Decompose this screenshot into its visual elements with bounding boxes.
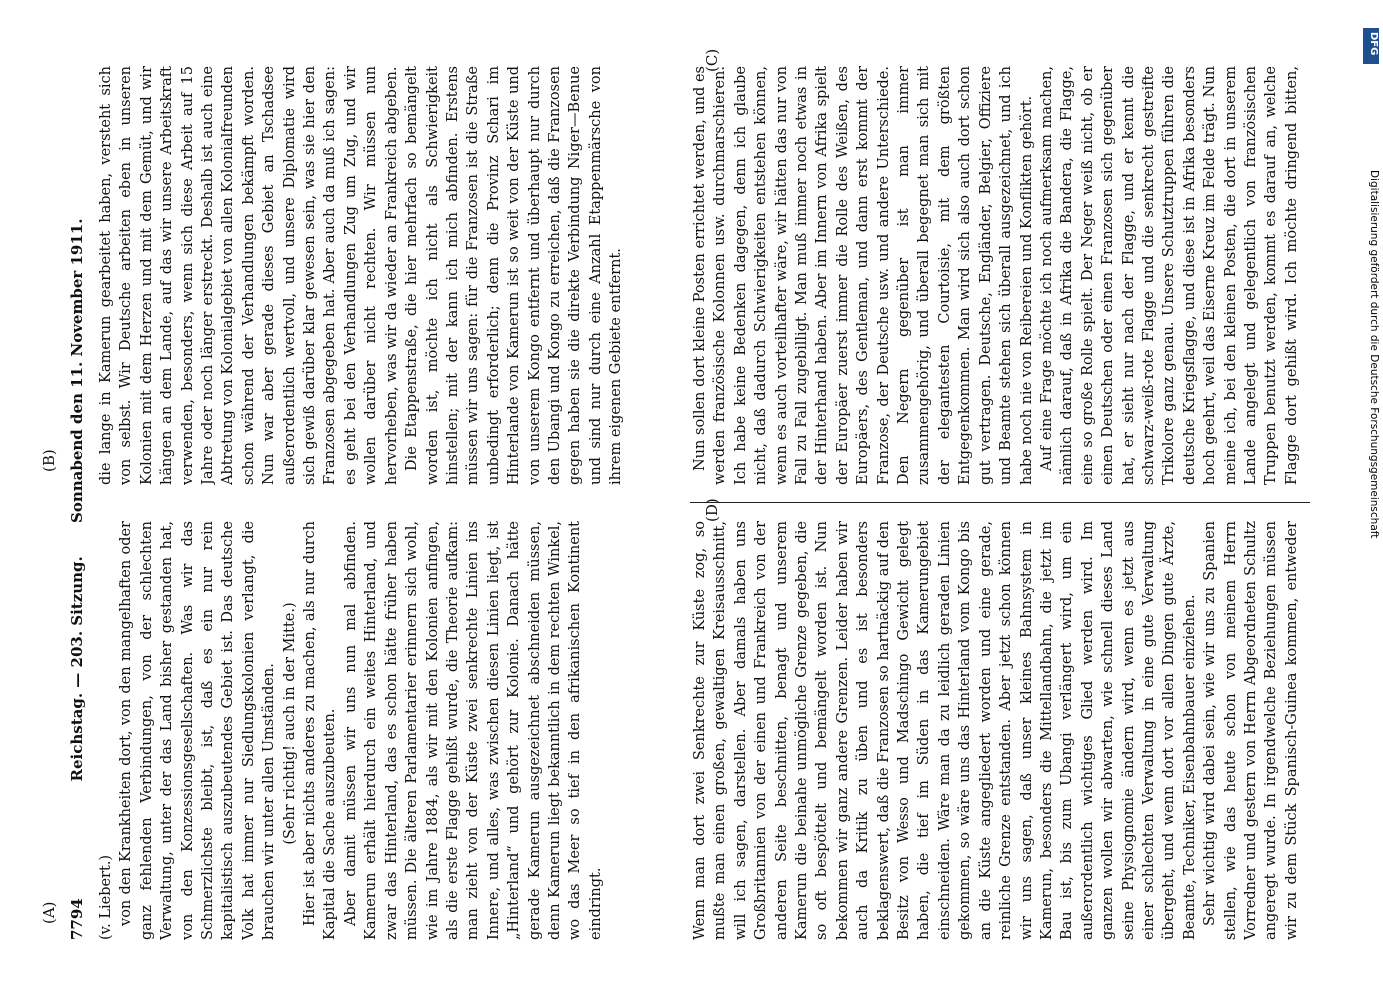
column-right-bottom: [690, 66, 1300, 485]
interjection: (Sehr richtig! auch in der Mitte.): [281, 602, 298, 845]
column-left-top: [96, 521, 681, 940]
paragraph: Nun sollen dort kleine Posten errichtet werden, und es werden französische Kolonnen usw. durchmarschieren. Ich habe keine Bedenken dagegen, denn ich glaube nicht, daß dadurch Schwierigkeiten entstehen können, wenn es auch vorteilhafter wäre, wir hätten das nur von Fall zu Fall zugebilligt. Man muß immer noch etwas in der Hinterhand haben. Aber im Innern von Afrika spielt der Europäer zuerst immer die Rolle des Weißen, des Europäers, des Gentleman, und dann erst kommt der Franzose, der Deutsche usw. und andere Unterschiede. Den Negern gegenüber ist man immer zusammengehörig, und überall begegnet man sich mit der elegantesten Courtoisie, mit dem größten Entgegenkommen. Man wird sich also auch dort schon gut vertragen. Deutsche, Engländer, Belgier, Offiziere und Beamte stehen sich überall ausgezeichnet, und ich habe noch nie von Reibereien und Konflikten gehört.: [692, 66, 1035, 485]
paragraph: Wenn man dort zwei Senkrechte zur Küste zog, so mußte man einen großen, gewaltigen Kreisausschnitt, will ich sagen, darstellen. Aber damals haben uns Großbritannien von der einen und Frankreich von der anderen Seite beschnitten, benagt und unserem Kamerun die beinahe unmögliche Grenze gegeben, die so oft bespöttelt und bemängelt worden ist. Nun bekommen wir ganz andere Grenzen. Leider haben wir auch da Kritik zu üben und es ist besonders beklagenswert, daß die Franzosen so hartnäckig auf den Besitz von Wesso und Madschingo Gewicht gelegt haben, die tief im Süden in das Kamerungebiet einschneiden. Wäre man da zu leidlich geraden Linien gekommen, so wäre uns das Hinterland vom Kongo bis an die Küste angegliedert worden und eine gerade, reinliche Grenze entstanden. Aber jetzt schon können wir uns sagen, daß unser kleines Bahnsystem in Kamerun, besonders die Mittellandbahn, die jetzt im Bau ist, bis zum Ubangi verlängert wird, um ein außerordentlich wichtiges Glied werden wird. Im ganzen wollen wir abwarten, wie schnell dieses Land seine Physiognomie ändern wird, wenn es jetzt aus einer schlechten Verwaltung in eine gute Verwaltung übergeht, und wenn dort vor allen Dingen gute Ärzte, Beamte, Techniker, Eisenbahnbauer einziehen.: [692, 521, 1198, 940]
header-session: Reichstag. — 203. Sitzung.: [68, 556, 86, 782]
margin-marker-d: (D): [703, 498, 721, 522]
running-header: [60, 60, 94, 940]
paragraph: die lange in Kamerun gearbeitet haben, versteht sich von selbst. Wir Deutsche arbeiten eben in unseren Kolonien mit dem Herzen und mit dem Gemüt, und wir hängen an dem Lande, auf das wir unsere Arbeitskraft verwenden, besonders, wenn sich diese Arbeit auf 15 Jahre oder noch länger erstreckt. Deshalb ist auch eine Abtretung von Kolonialgebiet von allen Kolonialfreunden schon während der Verhandlungen bekämpft worden. Nun war aber gerade dieses Gebiet an Tschadsee außerordentlich wertvoll, und unsere Diplomatie wird sich gewiß darüber klar gewesen sein, was sie hier den Franzosen abgegeben hat. Aber auch da muß ich sagen: es geht bei den Verhandlungen Zug um Zug, und wir wollen darüber nicht rechten. Wir müssen nun hervorheben, was wir da wieder an Frankreich abgeben.: [98, 66, 400, 485]
rotated-page-content: [60, 60, 1320, 940]
margin-marker-b: (B): [40, 449, 58, 472]
paragraph: Sehr wichtig wird dabei sein, wie wir uns zu Spanien stellen, wie das heute schon von meinem Herrn Vorredner und gestern von Herrn Abgeordneten Schultz angeregt wurde. In irgendwelche Beziehungen müssen wir zu dem Stück Spanisch-Guinea kommen, entweder: [1202, 521, 1300, 940]
paragraph: Hier ist aber nichts anderes zu machen, als nur durch Kapital die Sache auszubeuten.: [302, 521, 339, 940]
header-date: Sonnabend den 11. November 1911.: [68, 218, 86, 523]
header-title: [68, 60, 86, 940]
paragraph: Die Etappenstraße, die hier mehrfach so bemängelt worden ist, möchte ich nicht als Schwierigkeit hinstellen; mit der kann ich mich abfinden. Erstens müssen wir uns sagen: für die Franzosen ist die Straße unbedingt erforderlich; denn die Provinz Schari im Hinterlande von Kamerun ist so weit von der Küste und von unserem Kongo entfernt und überhaupt nur durch den Ubangi und Kongo zu erreichen, daß die Franzosen gegen haben sie die direkte Verbindung Niger—Benue und sind nur durch eine Anzahl Etappenmärsche von ihrem eigenen Gebiete entfernt.: [404, 66, 625, 485]
paragraph: von den Krankheiten dort, von den mangelhaften oder ganz fehlenden Verbindungen, von der schlechten Verwaltung, unter der das Land bisher gestanden hat, von den Konzessionsgesellschaften. Was wir das Schmerzlichste bleibt, ist, daß es ein nur rein kapitalistisch auszubeutendes Gebiet ist. Das deutsche Volk hat immer nur Siedlungskolonien verlangt, die brauchen wir unter allen Umständen.: [118, 521, 278, 940]
paragraph: Auf eine Frage möchte ich noch aufmerksam machen, nämlich darauf, daß in Afrika die Bandera, die Flagge, eine so große Rolle spielt. Der Neger weiß nicht, ob er einen Deutschen oder einen Franzosen sich gegenüber hat, er sieht nur nach der Flagge, und er kennt die schwarz-weiß-rote Flagge und die senkrecht gestreifte Trikolore ganz genau. Unsere Schutztruppen führen die deutsche Kriegsflagge, und diese ist in Afrika besonders hoch geehrt, weil das Eiserne Kreuz im Felde trägt. Nun meine ich, bei den kleinen Posten, die dort in unserem Lande angelegt und gelegentlich von französischen Truppen benutzt werden, kommt es darauf an, welche Flagge dort gehißt wird. Ich möchte dringend bitten,: [1038, 66, 1300, 485]
page-number: 7794: [68, 898, 86, 940]
column-right-top: [96, 66, 681, 485]
speaker-label: (v. Liebert.): [98, 854, 114, 940]
column-left-bottom: [690, 521, 1300, 940]
dfg-logo: DFG: [1363, 28, 1379, 64]
paragraph: Aber damit müssen wir uns nun mal abfinden. Kamerun erhält hierdurch ein weites Hinterland, und zwar das Hinterland, das es schon hätte früher haben müssen. Die älteren Parlamentarier erinnern sich wohl, wie im Jahre 1884, als wir mit den Kolonien anfingen, als die erste Flagge gehißt wurde, die Theorie aufkam: man zieht von der Küste zwei senkrechte Linien ins Innere, und alles, was zwischen diesen Linien liegt, ist „Hinterland“ und gehört zur Kolonie. Danach hätte gerade Kamerun ausgezeichnet abschneiden müssen, denn Kamerun liegt bekanntlich in dem rechten Winkel, wo das Meer so tief in den afrikanischen Kontinent eindringt.: [342, 521, 604, 940]
column-divider: [690, 502, 1310, 503]
margin-marker-a: (A): [40, 901, 58, 924]
credit-text: Digitalisierung gefördert durch die Deutsche Forschungsgemeinschaft: [1368, 170, 1380, 539]
digitization-credit: [1362, 20, 1380, 980]
margin-marker-c: (C): [703, 48, 721, 72]
